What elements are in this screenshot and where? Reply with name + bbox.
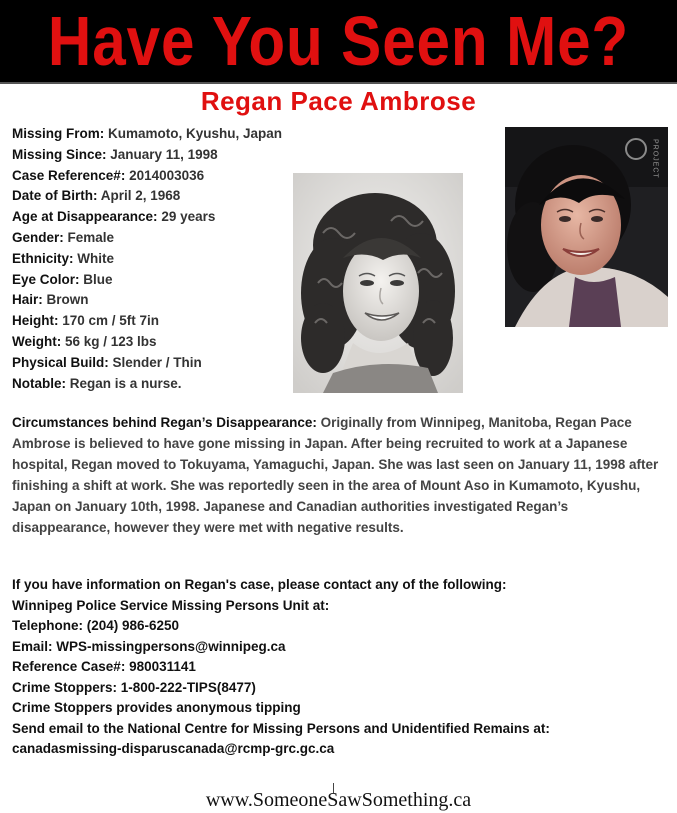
banner-title: Have You Seen Me? <box>47 2 630 80</box>
fact-value: 56 kg / 123 lbs <box>61 333 157 349</box>
contact-line: Winnipeg Police Service Missing Persons Unit at: <box>12 597 330 613</box>
fact-row <box>12 374 282 395</box>
contact-info <box>12 575 672 760</box>
fact-value: Kumamoto, Kyushu, Japan <box>104 126 283 141</box>
fact-value: White <box>73 250 115 266</box>
contact-line: canadasmissing-disparuscanada@rcmp-grc.gc.ca <box>12 741 335 756</box>
fact-row <box>12 145 282 166</box>
facts-list <box>12 124 282 394</box>
fact-value: Female <box>63 229 115 245</box>
fact-value: Regan is a nurse. <box>66 375 182 391</box>
portrait-photo-bw <box>293 173 463 393</box>
fact-label: Hair: <box>12 292 43 308</box>
person-name: Regan Pace Ambrose <box>200 86 477 116</box>
fact-row <box>12 270 282 291</box>
fact-value: Blue <box>79 271 113 287</box>
fact-value: January 11, 1998 <box>106 146 218 162</box>
circumstances-paragraph <box>12 412 662 538</box>
fact-row <box>12 207 282 228</box>
portrait-photo-color <box>505 127 668 327</box>
contact-line: Crime Stoppers: 1-800-222-TIPS(8477) <box>12 679 256 695</box>
fact-label: Notable: <box>12 375 66 391</box>
fact-label: Missing From: <box>12 126 105 141</box>
fact-value: 2014003036 <box>125 167 205 183</box>
fact-label: Ethnicity: <box>12 250 74 266</box>
contact-line: Email: WPS-missingpersons@winnipeg.ca <box>12 638 286 654</box>
circumstances-label: Circumstances behind Regan’s Disappearance: <box>12 415 317 430</box>
fact-label: Height: <box>12 313 59 329</box>
fact-row <box>12 353 282 374</box>
contact-line: If you have information on Regan's case, please contact any of the following: <box>12 577 507 592</box>
fact-value: Slender / Thin <box>108 354 202 370</box>
fact-row <box>12 290 282 311</box>
contact-line: Crime Stoppers provides anonymous tipping <box>12 700 301 715</box>
fact-value: 29 years <box>157 209 216 225</box>
contact-line: Telephone: (204) 986-6250 <box>12 618 180 633</box>
circumstances-text: Originally from Winnipeg, Manitoba, Regan Pace Ambrose is believed to have gone missing in Japan. After being recruited to work at a Japanese hospital, Regan moved to Tokuyama, Yamaguchi, Japan. She was last seen on January 11, 1998 after finishing a shift at work. She was reportedly seen in the area of Mount Aso in Kumamoto, Kyushu, Japan on January 10th, 1998. Japanese and Canadian authorities investigated Regan’s disappearance, however they were met with negative results. <box>12 415 659 535</box>
fact-row <box>12 228 282 249</box>
fact-row <box>12 311 282 332</box>
fact-value: April 2, 1968 <box>97 188 181 204</box>
fact-row <box>12 124 282 145</box>
fact-label: Date of Birth: <box>12 188 98 204</box>
fact-label: Physical Build: <box>12 354 109 370</box>
fact-label: Case Reference#: <box>12 167 126 183</box>
fact-label: Missing Since: <box>12 146 107 162</box>
fact-label: Weight: <box>12 333 62 349</box>
contact-line: Send email to the National Centre for Missing Persons and Unidentified Remains at: <box>12 720 550 736</box>
header-banner <box>0 0 677 84</box>
watermark-text: PROJECT <box>651 139 659 179</box>
footer-website: www.SomeoneSawSomething.ca <box>205 789 472 811</box>
fact-label: Age at Disappearance: <box>12 209 158 225</box>
fact-row <box>12 166 282 187</box>
portrait-bw-image <box>293 173 463 393</box>
fact-row <box>12 186 282 207</box>
portrait-color-image <box>505 127 668 327</box>
fact-value: Brown <box>42 292 89 308</box>
fact-value: 170 cm / 5ft 7in <box>58 313 160 329</box>
fact-row <box>12 249 282 270</box>
contact-line: Reference Case#: 980031141 <box>12 659 196 674</box>
fact-label: Eye Color: <box>12 271 80 287</box>
fact-label: Gender: <box>12 229 64 245</box>
fact-row <box>12 332 282 353</box>
